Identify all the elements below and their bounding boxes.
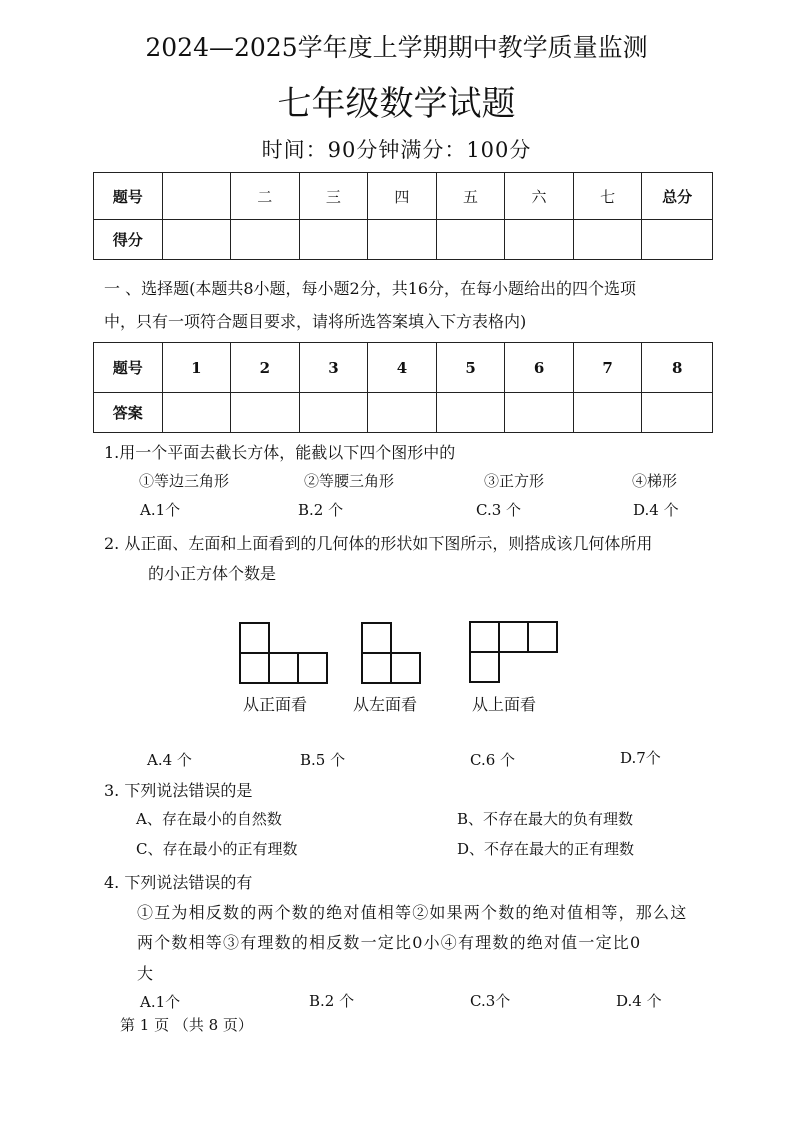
table-cell: 6 (505, 343, 574, 393)
cube-square (528, 622, 557, 652)
q2-stem-line1: 2. 从正面、左面和上面看到的几何体的形状如下图所示，则搭成该几何体所用 (104, 534, 653, 553)
table-cell: 三 (299, 173, 368, 220)
left-view-figure (359, 620, 425, 686)
section1-intro-line2: 中，只有一项符合题目要求，请将所选答案填入下方表格内) (104, 312, 527, 331)
page-number: 第 1 页 （共 8 页） (120, 1016, 253, 1034)
q4-stem: 4. 下列说法错误的有 (104, 873, 253, 892)
q4-body-line1: ①互为相反数的两个数的绝对值相等②如果两个数的绝对值相等，那么这 (137, 903, 688, 922)
answer-table-row-header (94, 343, 713, 393)
table-cell: 4 (368, 343, 437, 393)
cube-square (240, 653, 269, 683)
table-cell: 六 (505, 173, 574, 220)
q4-option-c: C.3个 (470, 992, 511, 1010)
table-cell: 得分 (94, 220, 163, 260)
score-table (93, 172, 713, 260)
q1-item: ④梯形 (632, 472, 678, 490)
q3-option-c: C、存在最小的正有理数 (136, 840, 298, 858)
q1-option-d: D.4 个 (633, 501, 679, 519)
q4-body-line3: 大 (137, 964, 154, 983)
q2-stem-line2: 的小正方体个数是 (148, 564, 277, 583)
q1-option-b: B.2 个 (298, 501, 344, 519)
q3-option-a: A、存在最小的自然数 (136, 810, 282, 828)
table-cell (162, 173, 230, 220)
cube-square (362, 653, 391, 683)
cube-square (391, 653, 420, 683)
answer-cell[interactable] (162, 393, 231, 433)
table-cell: 二 (231, 173, 300, 220)
answer-cell[interactable] (299, 393, 368, 433)
table-cell: 七 (573, 173, 642, 220)
q3-option-b: B、不存在最大的负有理数 (457, 810, 634, 828)
cube-square (470, 652, 499, 682)
table-cell: 3 (299, 343, 368, 393)
answer-cell[interactable] (368, 393, 437, 433)
q1-item: ②等腰三角形 (304, 472, 395, 490)
q2-option-b: B.5 个 (300, 751, 346, 769)
q3-stem: 3. 下列说法错误的是 (104, 781, 253, 800)
table-cell: 7 (573, 343, 642, 393)
table-cell: 题号 (94, 173, 163, 220)
q1-item: ①等边三角形 (139, 472, 230, 490)
q3-option-d: D、不存在最大的正有理数 (457, 840, 635, 858)
q1-option-a: A.1个 (140, 501, 181, 519)
q2-option-c: C.6 个 (470, 751, 516, 769)
time-info: 时间：90分钟满分：100分 (261, 138, 532, 162)
cube-square (240, 623, 269, 653)
table-cell: 2 (231, 343, 300, 393)
table-cell: 题号 (94, 343, 163, 393)
table-cell (368, 220, 437, 260)
answer-cell[interactable] (436, 393, 505, 433)
answer-cell[interactable] (505, 393, 574, 433)
cube-square (470, 622, 499, 652)
answer-cell[interactable] (642, 393, 713, 433)
q4-option-a: A.1个 (140, 993, 181, 1011)
score-table-row-score (94, 220, 713, 260)
answer-cell[interactable] (573, 393, 642, 433)
table-cell (299, 220, 368, 260)
table-cell: 总分 (642, 173, 713, 220)
table-cell: 8 (642, 343, 713, 393)
score-table-row-header (94, 173, 713, 220)
table-cell: 四 (368, 173, 437, 220)
q2-option-d: D.7个 (620, 749, 661, 767)
table-cell (162, 220, 230, 260)
table-cell: 答案 (94, 393, 163, 433)
table-cell: 1 (162, 343, 231, 393)
table-cell: 五 (436, 173, 505, 220)
caption-left-view: 从左面看 (353, 695, 418, 714)
answer-cell[interactable] (231, 393, 300, 433)
exam-header: 2024—2025学年度上学期期中教学质量监测 (145, 33, 648, 62)
q1-option-c: C.3 个 (476, 501, 522, 519)
top-view-figure (467, 619, 561, 685)
table-cell (642, 220, 713, 260)
cube-square (362, 623, 391, 653)
section1-intro-line1: 一 、选择题(本题共8小题，每小题2分，共16分，在每小题给出的四个选项 (104, 279, 637, 298)
table-cell (436, 220, 505, 260)
cube-square (499, 622, 528, 652)
q4-option-d: D.4 个 (616, 992, 662, 1010)
front-view-figure (237, 620, 331, 686)
table-cell (231, 220, 300, 260)
q4-body-line2: 两个数相等③有理数的相反数一定比0小④有理数的绝对值一定比0 (137, 933, 642, 952)
cube-square (298, 653, 327, 683)
q4-option-b: B.2 个 (309, 992, 355, 1010)
table-cell: 5 (436, 343, 505, 393)
table-cell (573, 220, 642, 260)
answer-table-row-answers (94, 393, 713, 433)
q2-option-a: A.4 个 (147, 751, 192, 769)
caption-top-view: 从上面看 (472, 695, 537, 714)
exam-title: 七年级数学试题 (277, 84, 516, 124)
q1-stem: 1.用一个平面去截长方体，能截以下四个图形中的 (104, 443, 456, 462)
q1-item: ③正方形 (484, 472, 545, 490)
answer-table (93, 342, 713, 433)
table-cell (505, 220, 574, 260)
caption-front-view: 从正面看 (243, 695, 308, 714)
cube-square (269, 653, 298, 683)
